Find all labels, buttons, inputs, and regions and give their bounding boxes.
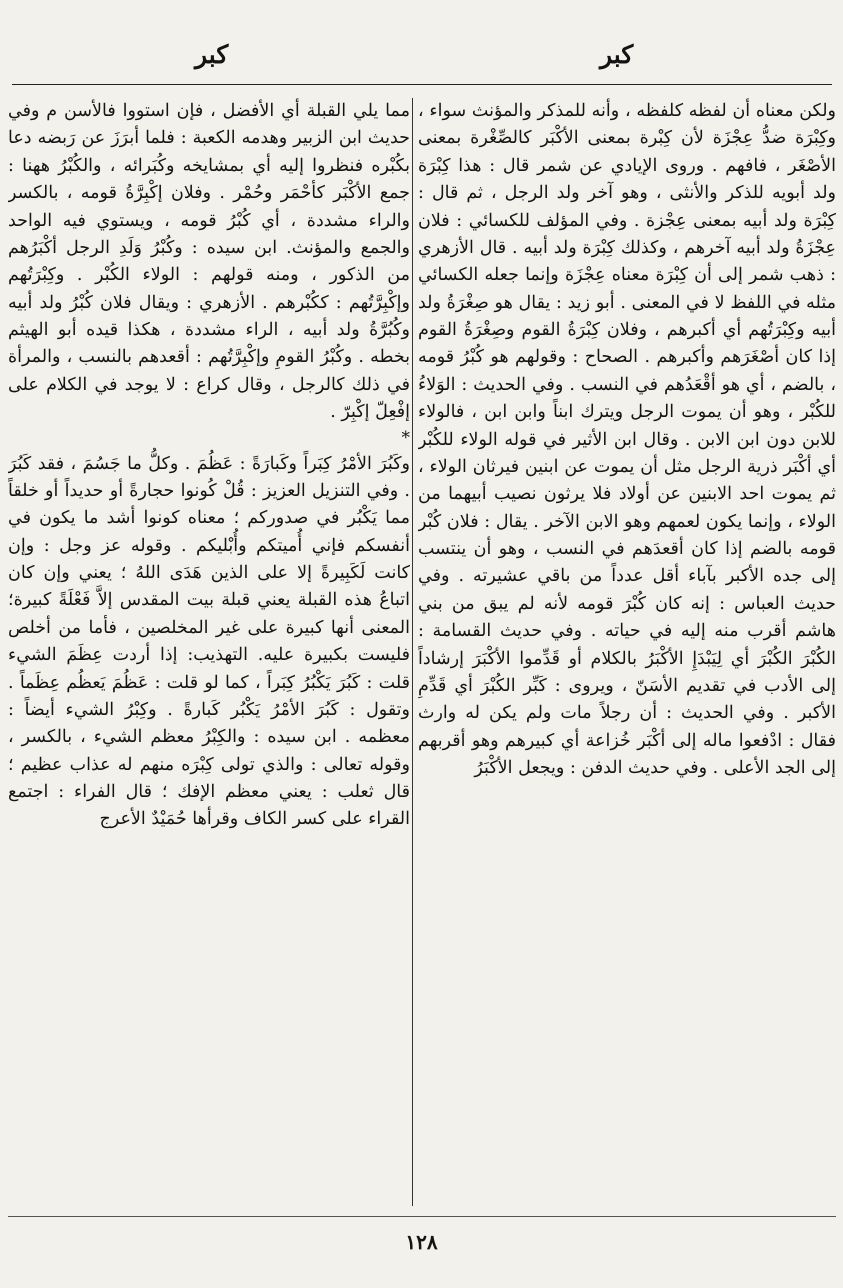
left-column-paragraph-2: وكَبُرَ الأمْرُ كِبَراً وكَبارَةً : عَظُمَ . وكلُّ ما جَسُمَ ، فقد كَبُرَ . وفي التنزيل العزيز : قُلْ كُونوا حجارةً أو حديداً أو خلقاً مما يَكْبُر في صدوركم ؛ معناه كونوا أشد ما يكون في أنفسكم فإني أُميتكم وأُبْليكم . وقوله عز وجل : وإن كانت لَكَبِيرةً إلا على الذين هَدَى اللهُ ؛ يعني وإن كان اتباعُ هذه القبلة يعني قبلة بيت المقدس إلاَّ فَعْلَةً كبيرة؛ المعنى أنها كبيرة على غير المخلصين ، فأما من أخلص فليست بكبيرة عليه. التهذيب: إذا أردت عِظَمَ الشيء قلت : كَبُرَ يَكْبُرُ كِبَراً ، كما لو قلت : عَظُمَ يَعظُم عِظَماً . وتقول : كَبُرَ الأمْرُ يَكْبُر كَبارةً . وكِبْرُ الشيء أيضاً : معظمه . ابن سيده : والكِبْرُ معظم الشيء ، بالكسر ، وقوله تعالى : والذي تولى كِبْرَه منهم له عذاب عظيم ؛ قال ثعلب : يعني معظم الإفك ؛ قال الفراء : اجتمع القراء على كسر الكاف وقرأها حُمَيْدٌ الأعرج [8,453,410,830]
right-column-text: ولكن معناه أن لفظه كلفظه ، وأنه للمذكر والمؤنث سواء ، وكِبْرَة ضدُّ عِجْزَة لأن كِبْرة بمعنى الأكْبَر كالصِّغْرة بمعنى الأصْغَر ، فافهم . وروى الإيادي عن شمر قال : هذا كِبْرَة ولد أبويه للذكر والأنثى ، وهو آخر ولد الرجل ، ثم قال : كِبْرَة ولد أبيه بمعنى عِجْزة . وفي المؤلف للكسائي : فلان عِجْزَةُ ولد أبيه آخرهم ، وكذلك كِبْرَة ولد أبيه . قال الأزهري : ذهب شمر إلى أن كِبْرَة معناه عِجْزَة وإنما جعله الكسائي مثله في اللفظ لا في المعنى . أبو زيد : يقال هو صِغْرَةُ ولد أبيه وكِبْرَتُهم أي أكبرهم ، وفلان كِبْرَةُ القوم وصِغْرَةُ القوم إذا كان أصْغَرَهم وأكبرهم . الصحاح : وقولهم هو كُبْرُ قومه ، بالضم ، أي هو أقْعَدُهم في النسب . وفي الحديث : الوَلاءُ للكُبْر ، وهو أن يموت الرجل ويترك ابناً وابن ابن ، فالولاء للابن دون ابن الابن . وقال ابن الأثير في قوله الولاء للكُبْر أي أكْبَر ذرية الرجل مثل أن يموت عن ابنين فيرثان الولاء ، ثم يموت احد الابنين عن أولاد فلا يرثون نصيب أبيهما من الولاء ، وإنما يكون لعمهم وهو الابن الآخر . يقال : فلان كُبْر قومه بالضم إذا كان أقعدَهم في النسب ، وهو أن ينتسب إلى جده الأكبر بآباء أقل عدداً من باقي عشيرته . وفي حديث العباس : إنه كان كُبْرَ قومه لأنه لم يبق من بني هاشم أقرب منه إليه في حياته . وفي حديث القسامة : الكُبْرَ الكُبْرَ أي لِيَبْدَإِ الأكْبَرُ بالكلام أو قَدِّموا الأكْبَرَ إرشاداً إلى الأدب في تقديم الأسَنّ ، ويروى : كَبِّر الكُبْرَ أي قَدِّمِ الأكبر . وفي الحديث : أن رجلاً مات ولم يكن له وارث فقال : ادْفعوا ماله إلى أكْبَر خُزاعة أي كبيرهم وهو أقربهم إلى الجد الأعلى . وفي حديث الدفن : ويجعل الأكْبَرُ [418,101,836,778]
left-column-paragraph-1: مما يلي القبلة أي الأفضل ، فإن استووا فالأسن م وفي حديث ابن الزبير وهدمه الكعبة : فلما أبرَزَ عن رَبضه دعا بكُبْره فنظروا إليه أي بمشايخه وكُبَرائه ، والكُبْرُ ههنا : جمع الأكْبَر كأحْمَر وحُمْر . وفلان إكْبِرَّةُ قومه ، بالكسر والراء مشددة ، أي كُبْرُ قومه ، ويستوي فيه الواحد والجمع والمؤنث. ابن سيده : وكُبْرُ وَلَدِ الرجل أكْبَرُهم من الذكور ، ومنه قولهم : الولاء الكُبْر . وكِبْرَتُهم وإكْبِرَّتُهم : ككُبْرهم . الأزهري : ويقال فلان كُبْرُ ولد أبيه وكُبُرَّةُ ولد أبيه ، الراء مشددة ، هكذا قيده أبو الهيثم بخطه . وكُبْرُ القومِ وإكْبِرَّتُهم : أقعدهم بالنسب ، والمرأة في ذلك كالرجل ، وقال كراع : لا يوجد في الكلام على إفْعِلّ إكْبِرّ . [8,101,410,423]
running-headword-right: كبر [600,40,634,69]
section-separator: * [401,427,410,448]
footer-rule [8,1216,836,1217]
column-divider [412,98,413,1206]
running-headword-left: كبر [195,40,229,69]
header-rule [12,84,832,85]
right-column [418,98,836,1218]
left-column [8,98,410,1218]
page-number: ١٢٨ [405,1230,438,1254]
